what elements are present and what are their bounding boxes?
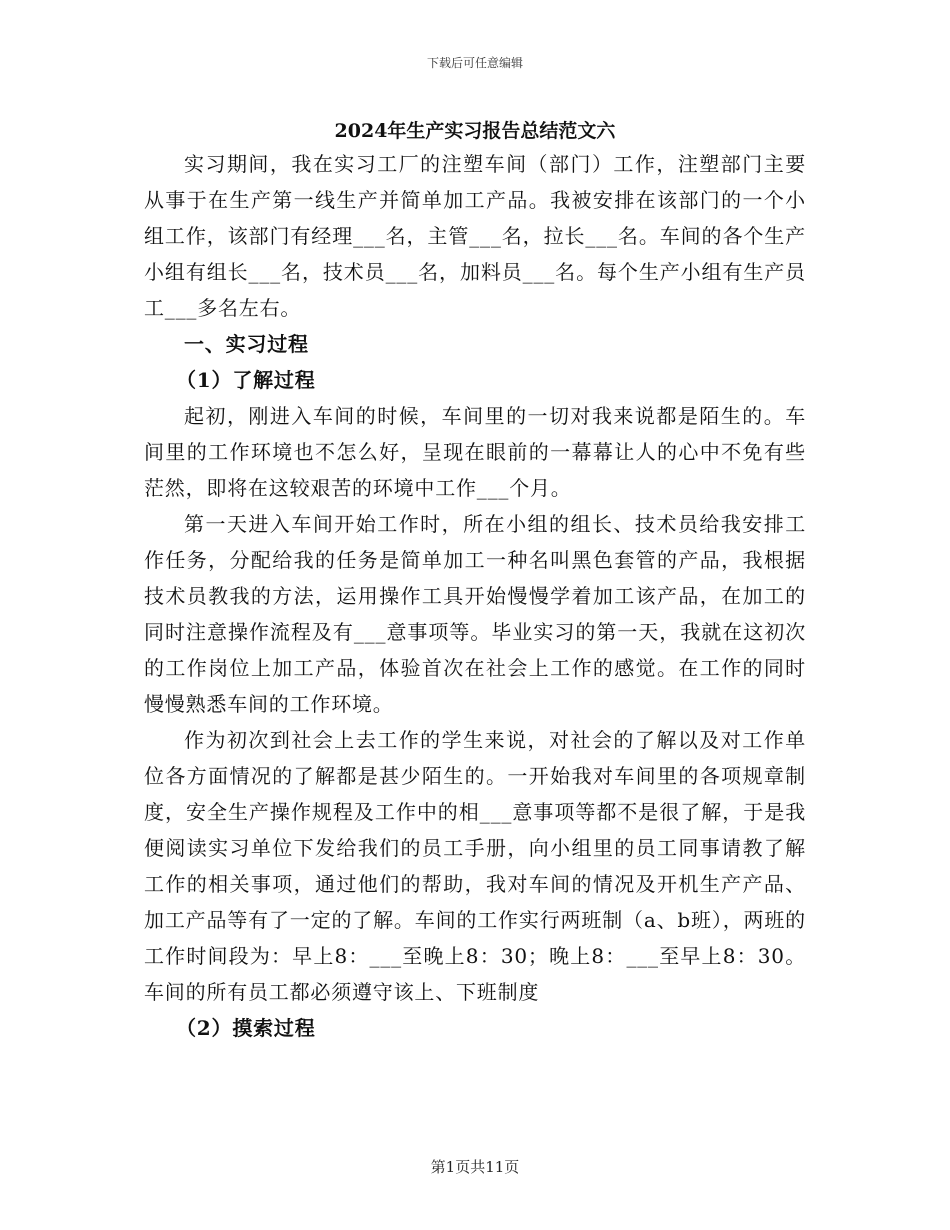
header-note: 下载后可任意编辑 (426, 56, 523, 70)
page-number: 第1页共11页 (430, 1158, 520, 1176)
paragraph-first-day: 第一天进入车间开始工作时，所在小组的组长、技术员给我安排工作任务，分配给我的任务是简单加工一种名叫黑色套管的产品，我根据技术员教我的方法，运用操作工具开始慢慢学着加工该产品，在加工的同时注意操作流程及有___意事项等。毕业实习的第一天，我就在这初次的工作岗位上加工产品，体验首次在社会上工作的感觉。在工作的同时慢慢熟悉车间的工作环境。 (144, 512, 806, 716)
paragraph-initial-impression: 起初，刚进入车间的时候，车间里的一切对我来说都是陌生的。车间里的工作环境也不怎么好，呈现在眼前的一幕幕让人的心中不免有些茫然，即将在这较艰苦的环境中工作___个月。 (144, 404, 806, 500)
subsection-heading-understanding: （1）了解过程 (176, 368, 316, 392)
section-heading-internship-process: 一、实习过程 (184, 332, 309, 356)
paragraph-learning-rules: 作为初次到社会上去工作的学生来说，对社会的了解以及对工作单位各方面情况的了解都是甚少陌生的。一开始我对车间里的各项规章制度，安全生产操作规程及工作中的相___意事项等都不是很了解，于是我便阅读实习单位下发给我们的员工手册，向小组里的员工同事请教了解工作的相关事项，通过他们的帮助，我对车间的情况及开机生产产品、加工产品等有了一定的了解。车间的工作实行两班制（a、b班），两班的工作时间段为：早上8：___至晚上8：30；晚上8：___至早上8：30。车间的所有员工都必须遵守该上、下班制度 (144, 728, 806, 1004)
document-body (144, 146, 806, 1046)
intro-paragraph: 实习期间，我在实习工厂的注塑车间（部门）工作，注塑部门主要从事于在生产第一线生产并简单加工产品。我被安排在该部门的一个小组工作，该部门有经理___名，主管___名，拉长___名。车间的各个生产小组有组长___名，技术员___名，加料员___名。每个生产小组有生产员工___多名左右。 (144, 152, 806, 320)
document-title: 2024年生产实习报告总结范文六 (334, 120, 616, 142)
subsection-heading-exploration: （2）摸索过程 (176, 1016, 316, 1040)
